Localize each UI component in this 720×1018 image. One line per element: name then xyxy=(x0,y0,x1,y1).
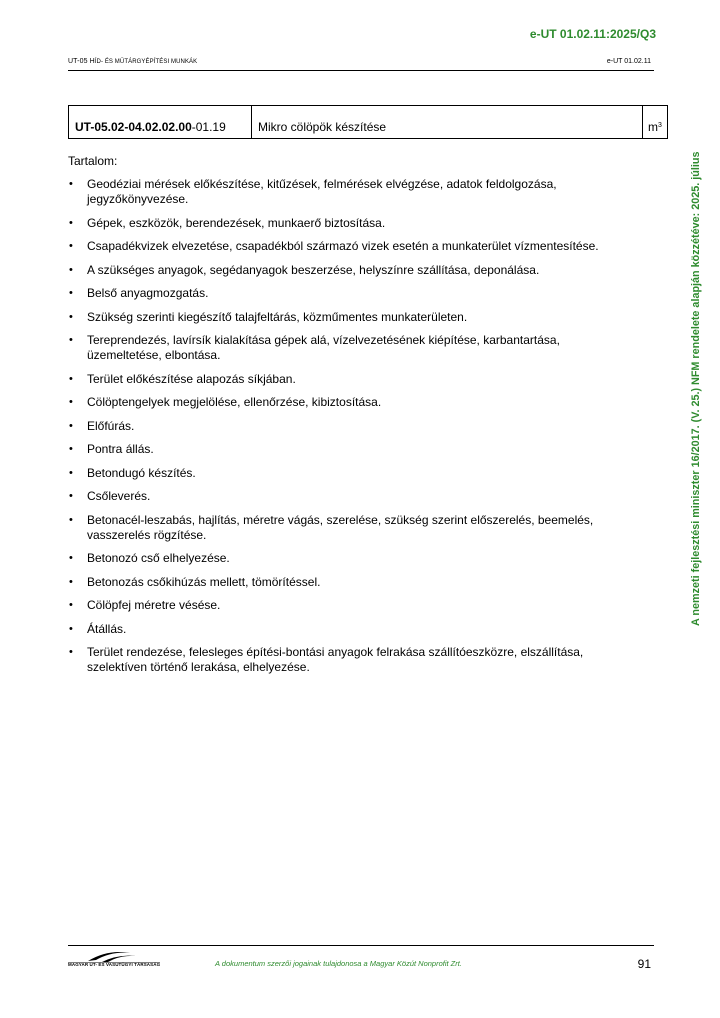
bullet-dot-icon: • xyxy=(69,287,73,299)
list-item xyxy=(68,177,628,207)
list-item xyxy=(68,263,628,278)
bullet-dot-icon: • xyxy=(69,443,73,455)
list-item-text: Belső anyagmozgatás. xyxy=(87,286,209,300)
bullet-dot-icon: • xyxy=(69,622,73,635)
list-item xyxy=(68,645,628,675)
list-item xyxy=(68,442,628,457)
item-name-cell: Mikro cölöpök készítése xyxy=(252,106,643,138)
list-item xyxy=(68,372,628,387)
list-item xyxy=(68,395,628,410)
list-item-text: Terület rendezése, felesleges építési-bontási anyagok felrakása szállítóeszközre, elszállítása, szelektíven történő lerakása, elhelyezése. xyxy=(87,645,584,674)
bullet-dot-icon: • xyxy=(69,396,73,408)
bullet-dot-icon: • xyxy=(69,646,73,658)
list-item xyxy=(68,575,628,590)
bullet-dot-icon: • xyxy=(69,513,73,526)
bullet-dot-icon: • xyxy=(69,263,73,276)
list-item-text: Terület előkészítése alapozás síkjában. xyxy=(87,371,296,386)
item-code-table xyxy=(68,105,668,139)
list-item xyxy=(68,286,628,301)
bullet-dot-icon: • xyxy=(69,178,73,190)
list-item-text: Gépek, eszközök, berendezések, munkaerő biztosítása. xyxy=(87,215,386,230)
list-item-text: Pontra állás. xyxy=(87,442,154,456)
list-item xyxy=(68,333,628,363)
list-item-text: Betonacél-leszabás, hajlítás, méretre vágás, szerelése, szükség szerint előszerelés, beemelés, vasszerelés rögzítése. xyxy=(87,512,594,542)
list-item-text: Csőleverés. xyxy=(87,489,151,503)
page-number: 91 xyxy=(637,957,651,971)
list-item xyxy=(68,310,628,325)
bullet-dot-icon: • xyxy=(69,372,73,385)
list-item-text: Cölöptengelyek megjelölése, ellenőrzése, kibiztosítása. xyxy=(87,395,382,409)
list-item-text: Betonozó cső elhelyezése. xyxy=(87,551,230,565)
running-header-left xyxy=(68,58,197,65)
bullet-dot-icon: • xyxy=(69,419,73,432)
bullet-dot-icon: • xyxy=(69,240,73,252)
unit-base: m xyxy=(648,120,659,134)
list-item xyxy=(68,466,628,481)
list-item-text: Betondugó készítés. xyxy=(87,465,196,480)
list-item-text: Cölöpfej méretre vésése. xyxy=(87,598,221,612)
header-left-smallcaps: ÍD- ÉS MŰTÁRGYÉPÍTÉSI MUNKÁK xyxy=(94,59,198,65)
content-title: Tartalom: xyxy=(68,154,118,168)
item-code-main: UT-05.02-04.02.02.00 xyxy=(75,120,192,134)
bullet-dot-icon: • xyxy=(69,552,73,564)
list-item xyxy=(68,216,628,231)
list-item-text: Szükség szerinti kiegészítő talajfeltárás, közműmentes munkaterületen. xyxy=(87,309,468,324)
footer-copyright: A dokumentum szerzői jogainak tulajdonosa a Magyar Közút Nonprofit Zrt. xyxy=(215,959,462,968)
item-code-cell xyxy=(69,106,252,138)
list-item-text: Előfúrás. xyxy=(87,418,135,433)
item-unit-cell xyxy=(643,106,667,138)
bullet-dot-icon: • xyxy=(69,490,73,502)
list-item-text: Tereprendezés, lavírsík kialakítása gépek alá, vízelvezetésének kiépítése, karbantartása, üzemeltetése, elbontása. xyxy=(87,333,560,362)
list-item xyxy=(68,419,628,434)
list-item-text: Csapadékvizek elvezetése, csapadékból származó vizek esetén a munkaterület vízmentesítése. xyxy=(87,239,599,253)
footer-divider xyxy=(68,945,654,946)
list-item-text: Geodéziai mérések előkészítése, kitűzések, felmérések elvégzése, adatok feldolgozása, jegyzőkönyvezése. xyxy=(87,177,557,206)
logo-text: MAGYAR UT- ÉS VASUTÜGYI TÁRSASÁG xyxy=(68,962,161,967)
list-item xyxy=(68,598,628,613)
list-item-text: Átállás. xyxy=(87,621,127,636)
list-item-text: A szükséges anyagok, segédanyagok beszerzése, helyszínre szállítása, deponálása. xyxy=(87,262,540,277)
list-item xyxy=(68,551,628,566)
bullet-dot-icon: • xyxy=(69,216,73,229)
item-code-suffix: -01.19 xyxy=(191,120,226,134)
list-item xyxy=(68,513,628,543)
list-item xyxy=(68,489,628,504)
list-item xyxy=(68,622,628,637)
content-bullet-list xyxy=(68,177,628,684)
bullet-dot-icon: • xyxy=(69,599,73,611)
document-code: e-UT 01.02.11:2025/Q3 xyxy=(529,27,656,41)
unit-superscript: 3 xyxy=(658,121,662,129)
bullet-dot-icon: • xyxy=(69,575,73,588)
side-publication-note xyxy=(676,96,702,626)
list-item-text: Betonozás csőkihúzás mellett, tömörítéssel. xyxy=(87,574,321,589)
header-left-prefix: UT-05 H xyxy=(68,58,95,65)
header-divider xyxy=(68,70,654,71)
side-publication-note-text: A nemzeti fejlesztési miniszter 16/2017. (V. 25.) NFM rendelete alapján közzétéve: 2025. július xyxy=(690,151,702,626)
bullet-dot-icon: • xyxy=(69,334,73,346)
bullet-dot-icon: • xyxy=(69,466,73,479)
mavt-logo-icon xyxy=(68,948,160,970)
list-item xyxy=(68,239,628,254)
bullet-dot-icon: • xyxy=(69,310,73,323)
running-header-right: e-UT 01.02.11 xyxy=(606,58,651,65)
